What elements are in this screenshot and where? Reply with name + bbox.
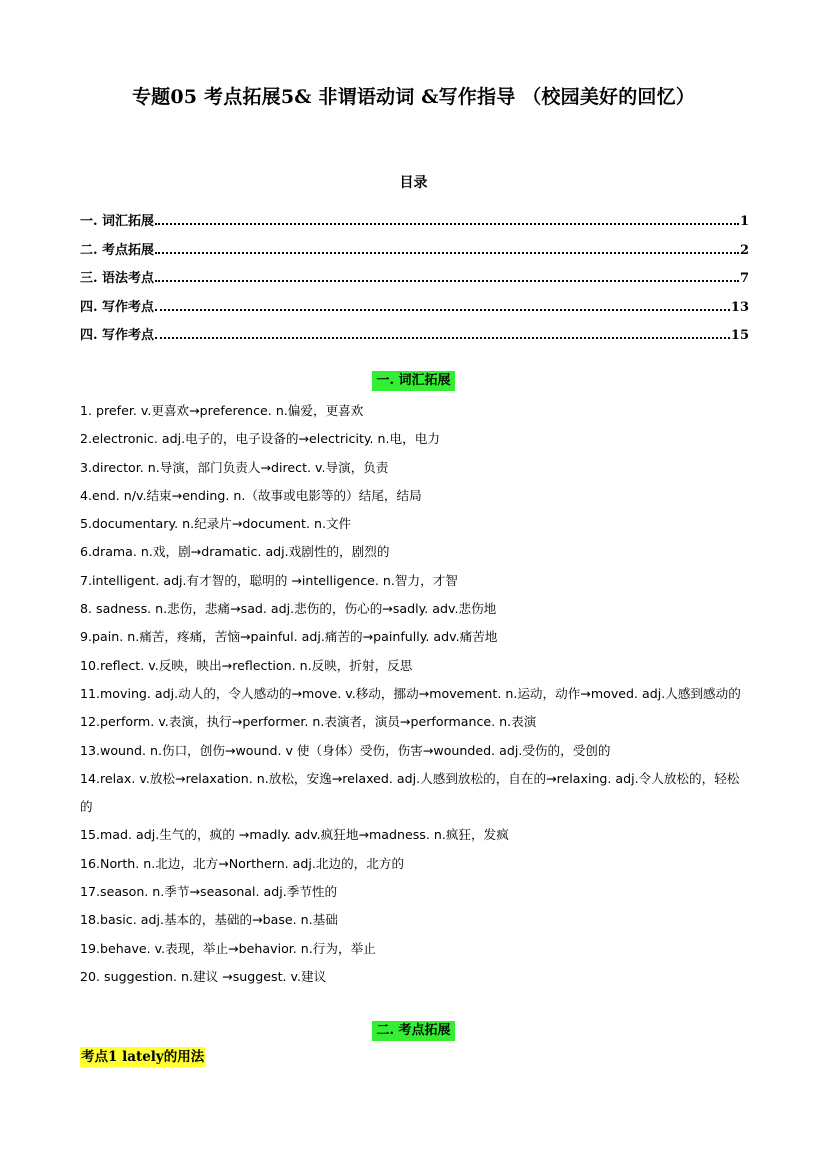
vocab-item: 10.reflect. v.反映，映出→reflection. n.反映，折射，反思 [80,657,413,673]
toc-entry[interactable] [80,201,749,229]
vocab-item: 11.moving. adj.动人的，令人感动的→move. v.移动，挪动→movement. n.运动，动作→moved. adj.人感到感动的 [80,685,741,701]
toc-entry-page: 1 [739,214,749,230]
toc-entry[interactable] [80,315,749,343]
vocab-item: 5.documentary. n.纪录片→document. n.文件 [80,516,352,532]
vocabulary-list [80,397,750,991]
vocab-item: 15.mad. adj.生气的，疯的 →madly. adv.疯狂地→madness. n.疯狂，发疯 [80,827,509,843]
vocab-item: 2.electronic. adj.电子的，电子设备的→electricity. n.电，电力 [80,431,440,447]
section-heading-vocabulary [0,369,827,391]
vocab-item: 6.drama. n.戏，剧→dramatic. adj.戏剧性的，剧烈的 [80,544,390,560]
table-of-contents [80,201,749,343]
section-heading-label: 二. 考点拓展 [372,1021,454,1041]
vocab-item: 1. prefer. v.更喜欢→preference. n.偏爱，更喜欢 [80,403,364,418]
vocab-item: 19.behave. v.表现，举止→behavior. n.行为，举止 [80,940,376,956]
toc-entry-page: 2 [739,242,749,258]
vocab-item: 3.director. n.导演，部门负责人→direct. v.导演，负责 [80,459,389,475]
vocab-item: 9.pain. n.痛苦，疼痛，苦恼→painful. adj.痛苦的→painfully. adv.痛苦地 [80,629,498,645]
toc-entry-label: 三. 语法考点 [80,271,155,287]
toc-entry-page: 7 [739,271,749,287]
vocab-item: 20. suggestion. n.建议 →suggest. v.建议 [80,968,327,984]
section-heading-label: 一. 词汇拓展 [372,371,454,391]
vocab-item: 7.intelligent. adj.有才智的，聪明的 →intelligence. n.智力，才智 [80,572,458,588]
vocab-item: 8. sadness. n.悲伤，悲痛→sad. adj.悲伤的，伤心的→sadly. adv.悲伤地 [80,601,497,617]
toc-entry-label: 四. 写作考点 [80,299,155,315]
toc-leader-dots [155,308,730,311]
toc-entry-label: 一. 词汇拓展 [80,214,155,230]
toc-leader-dots [155,251,739,254]
toc-leader-dots [155,336,730,339]
toc-entry-label: 二. 考点拓展 [80,242,155,258]
toc-entry[interactable] [80,258,749,286]
toc-entry-page: 15 [730,327,749,343]
toc-heading: 目录 [399,175,428,191]
vocab-item: 12.perform. v.表演，执行→performer. n.表演者，演员→performance. n.表演 [80,714,537,730]
vocab-item: 18.basic. adj.基本的，基础的→base. n.基础 [80,912,338,928]
toc-entry[interactable] [80,286,749,314]
vocab-item: 16.North. n.北边，北方→Northern. adj.北边的，北方的 [80,855,405,871]
key-point-label: 考点1 lately的用法 [81,1049,205,1065]
toc-entry-page: 13 [730,299,749,315]
toc-entry-label: 四. 写作考点 [80,327,155,343]
vocab-item: 13.wound. n.伤口，创伤→wound. v 使（身体）受伤，伤害→wounded. adj.受伤的，受创的 [80,742,611,758]
section-heading-key-points [0,1019,827,1041]
vocab-item: 4.end. n/v.结束→ending. n.（故事或电影等的）结尾，结局 [80,487,422,503]
key-point-heading [80,1046,205,1067]
toc-leader-dots [155,279,739,282]
vocab-item: 14.relax. v.放松→relaxation. n.放松，安逸→relaxed. adj.人感到放松的，自在的→relaxing. adj.令人放松的，轻松的 [80,770,740,815]
toc-leader-dots [155,222,739,225]
page-title: 专题05 考点拓展5& 非谓语动词 &写作指导 （校园美好的回忆） [131,86,696,108]
toc-entry[interactable] [80,229,749,257]
vocab-item: 17.season. n.季节→seasonal. adj.季节性的 [80,884,338,900]
